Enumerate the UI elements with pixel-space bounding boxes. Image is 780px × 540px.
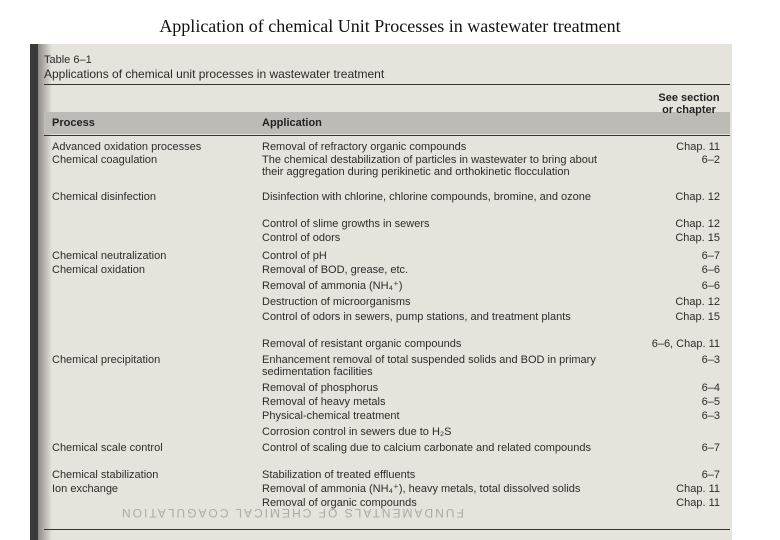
row-reference: Chap. 11 <box>676 483 720 495</box>
header-band <box>44 112 730 134</box>
row-reference: 6–7 <box>701 442 720 454</box>
row-process: Chemical disinfection <box>52 191 156 203</box>
row-application: Control of odors <box>262 232 341 244</box>
row-reference: Chap. 11 <box>676 497 720 509</box>
row-application: Disinfection with chlorine, chlorine compounds, bromine, and ozone <box>262 191 591 203</box>
row-application: The chemical destabilization of particles in wastewater to bring about their aggregation during perikinetic and orthokinetic flocculation <box>262 154 598 178</box>
row-application: Removal of resistant organic compounds <box>262 338 462 350</box>
row-application: Physical-chemical treatment <box>262 410 400 422</box>
row-reference: 6–6 <box>701 264 720 276</box>
row-application: Control of slime growths in sewers <box>262 218 430 230</box>
row-process: Chemical oxidation <box>52 264 145 276</box>
row-process: Ion exchange <box>52 483 119 495</box>
header-see-section: See section or chapter <box>658 92 720 116</box>
row-process: Chemical coagulation <box>52 154 158 166</box>
row-application: Destruction of microorganisms <box>262 296 411 308</box>
row-reference: 6–3 <box>701 354 720 366</box>
row-process: Advanced oxidation processes <box>52 141 202 153</box>
row-application: Removal of BOD, grease, etc. <box>262 264 409 276</box>
row-process: Chemical neutralization <box>52 250 167 262</box>
row-application: Control of pH <box>262 250 327 262</box>
row-reference: Chap. 15 <box>675 232 720 244</box>
row-application: Removal of organic compounds <box>262 497 417 509</box>
row-reference: 6–6, Chap. 11 <box>651 338 720 350</box>
row-application: Removal of phosphorus <box>262 382 379 394</box>
header-rule <box>44 135 730 136</box>
row-reference: 6–2 <box>701 154 720 166</box>
book-binding-edge <box>30 44 38 540</box>
row-reference: Chap. 12 <box>675 191 720 203</box>
row-reference: Chap. 12 <box>675 296 720 308</box>
header-process: Process <box>52 117 95 129</box>
slide-title: Application of chemical Unit Processes in wastewater treatment <box>159 16 621 36</box>
row-application: Removal of ammonia (NH₄⁺), heavy metals, total dissolved solids <box>262 483 581 495</box>
row-process: Chemical precipitation <box>52 354 161 366</box>
table-number: Table 6–1 <box>44 54 92 66</box>
row-reference: Chap. 12 <box>675 218 720 230</box>
row-reference: 6–7 <box>701 250 720 262</box>
table-caption: Applications of chemical unit processes in wastewater treatment <box>44 67 385 81</box>
row-application: Corrosion control in sewers due to H₂S <box>262 426 452 438</box>
row-process: Chemical scale control <box>52 442 163 454</box>
row-reference: Chap. 15 <box>675 311 720 323</box>
bleed-through-text: FUNDAMENTALS OF CHEMICAL COAGULATION <box>120 506 464 520</box>
header-application: Application <box>262 117 322 129</box>
row-reference: 6–6 <box>701 280 720 292</box>
row-application: Removal of ammonia (NH₄⁺) <box>262 280 403 292</box>
row-application: Control of odors in sewers, pump stations, and treatment plants <box>262 311 571 323</box>
row-application: Control of scaling due to calcium carbonate and related compounds <box>262 442 591 454</box>
row-process: Chemical stabilization <box>52 469 159 481</box>
row-reference: 6–3 <box>701 410 720 422</box>
bottom-rule <box>44 529 730 530</box>
row-reference: 6–7 <box>701 469 720 481</box>
row-application: Removal of refractory organic compounds <box>262 141 467 153</box>
caption-rule <box>44 84 730 85</box>
row-reference: 6–5 <box>701 396 720 408</box>
row-reference: 6–4 <box>701 382 720 394</box>
row-reference: Chap. 11 <box>676 141 720 153</box>
row-application: Removal of heavy metals <box>262 396 386 408</box>
row-application: Stabilization of treated effluents <box>262 469 416 481</box>
row-application: Enhancement removal of total suspended solids and BOD in primary sedimentation facilities <box>262 354 596 378</box>
scanned-table-page <box>30 44 732 540</box>
